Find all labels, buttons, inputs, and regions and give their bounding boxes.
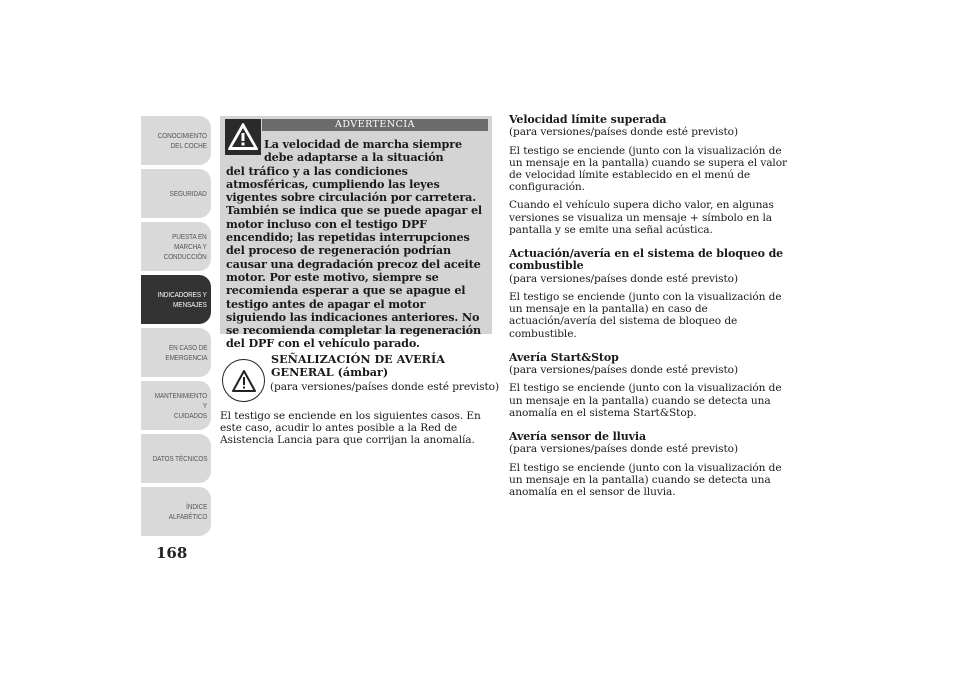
tab-label: ÍNDICE ALFABÉTICO <box>168 501 207 521</box>
warning-header: ADVERTENCIA <box>262 119 488 131</box>
section-paragraph: El testigo se enciende (junto con la visualización de un mensaje en la pantalla) en caso de actuación/avería del sistema de bloqueo de combustible. <box>509 291 782 340</box>
tab-indice-alfabetico[interactable] <box>141 487 211 536</box>
tab-en-caso-de-emergencia[interactable] <box>141 328 211 377</box>
section-title: Velocidad límite superada <box>509 113 667 126</box>
tab-seguridad[interactable] <box>141 169 211 218</box>
signal-title <box>271 353 501 379</box>
tab-label: INDICADORES Y MENSAJES <box>157 289 207 309</box>
section-subtitle: (para versiones/países donde esté previsto) <box>509 272 738 285</box>
warning-line-2: debe adaptarse a la situación <box>264 150 444 165</box>
tab-label: DATOS TÉCNICOS <box>152 453 207 463</box>
tab-label: PUESTA EN MARCHA Y CONDUCCIÓN <box>163 231 207 261</box>
section-title: Avería Start&Stop <box>509 350 619 364</box>
signal-title-line-2: GENERAL (ámbar) <box>271 365 389 379</box>
tab-conocimiento-del-coche[interactable] <box>141 116 211 165</box>
section-paragraph: Cuando el vehículo supera dicho valor, en algunas versiones se visualiza un mensaje + símbolo en la pantalla y se emite una señal acústica. <box>509 199 774 236</box>
tab-label: SEGURIDAD <box>169 188 207 198</box>
tab-mantenimiento-y-cuidados[interactable] <box>141 381 211 430</box>
signal-title-line-1: SEÑALIZACIÓN DE AVERÍA <box>271 352 445 366</box>
section-title: Actuación/avería en el sistema de bloqueo de combustible <box>509 247 784 273</box>
warning-line-1: La velocidad de marcha siempre <box>264 137 462 151</box>
section-paragraph: El testigo se enciende (junto con la visualización de un mensaje en la pantalla) cuando se detecta una anomalía en el sensor de lluvia. <box>509 461 782 499</box>
tab-label: EN CASO DE EMERGENCIA <box>164 342 207 362</box>
right-column <box>509 114 789 498</box>
section-subtitle: (para versiones/países donde esté previsto) <box>509 126 738 139</box>
tab-datos-tecnicos[interactable] <box>141 434 211 483</box>
tab-puesta-en-marcha[interactable] <box>141 222 211 271</box>
warning-body: del tráfico y a las condiciones atmosféricas, cumpliendo las leyes vigentes sobre circulación por carretera. También se indica que se puede apagar el motor incluso con el testigo DPF encendido; las repetidas interrupciones del proceso de regeneración podrían causar una degradación precoz del aceite motor. Por este motivo, siempre se recomienda esperar a que se apague el testigo antes de apagar el motor siguiendo las indicaciones anteriores. No se recomienda completar la regeneración del DPF con el vehículo parado. <box>226 163 483 351</box>
general-fault-icon <box>222 359 265 402</box>
section-title: Avería sensor de lluvia <box>509 430 647 444</box>
signal-subtitle: (para versiones/países donde esté previsto) <box>270 381 499 393</box>
tab-label: CONOCIMIENTO DEL COCHE <box>157 130 207 150</box>
signal-body: El testigo se enciende en los siguientes casos. En este caso, acudir lo antes posible a la Red de Asistencia Lancia para que corrijan la anomalía. <box>220 410 481 447</box>
tab-label: MANTENIMIENTO Y CUIDADOS <box>154 390 207 420</box>
page-number: 168 <box>156 544 188 562</box>
section-paragraph: El testigo se enciende (junto con la visualización de un mensaje en la pantalla) cuando se supera el valor de velocidad límite establecido en el menú de configuración. <box>509 144 787 194</box>
tab-indicadores-y-mensajes[interactable] <box>141 275 211 324</box>
warning-text <box>226 138 488 351</box>
section-subtitle: (para versiones/países donde esté previsto) <box>509 364 738 377</box>
section-subtitle: (para versiones/países donde esté previsto) <box>509 443 738 456</box>
section-paragraph: El testigo se enciende (junto con la visualización de un mensaje en la pantalla) cuando se detecta una anomalía en el sistema Start&Stop. <box>509 382 782 419</box>
